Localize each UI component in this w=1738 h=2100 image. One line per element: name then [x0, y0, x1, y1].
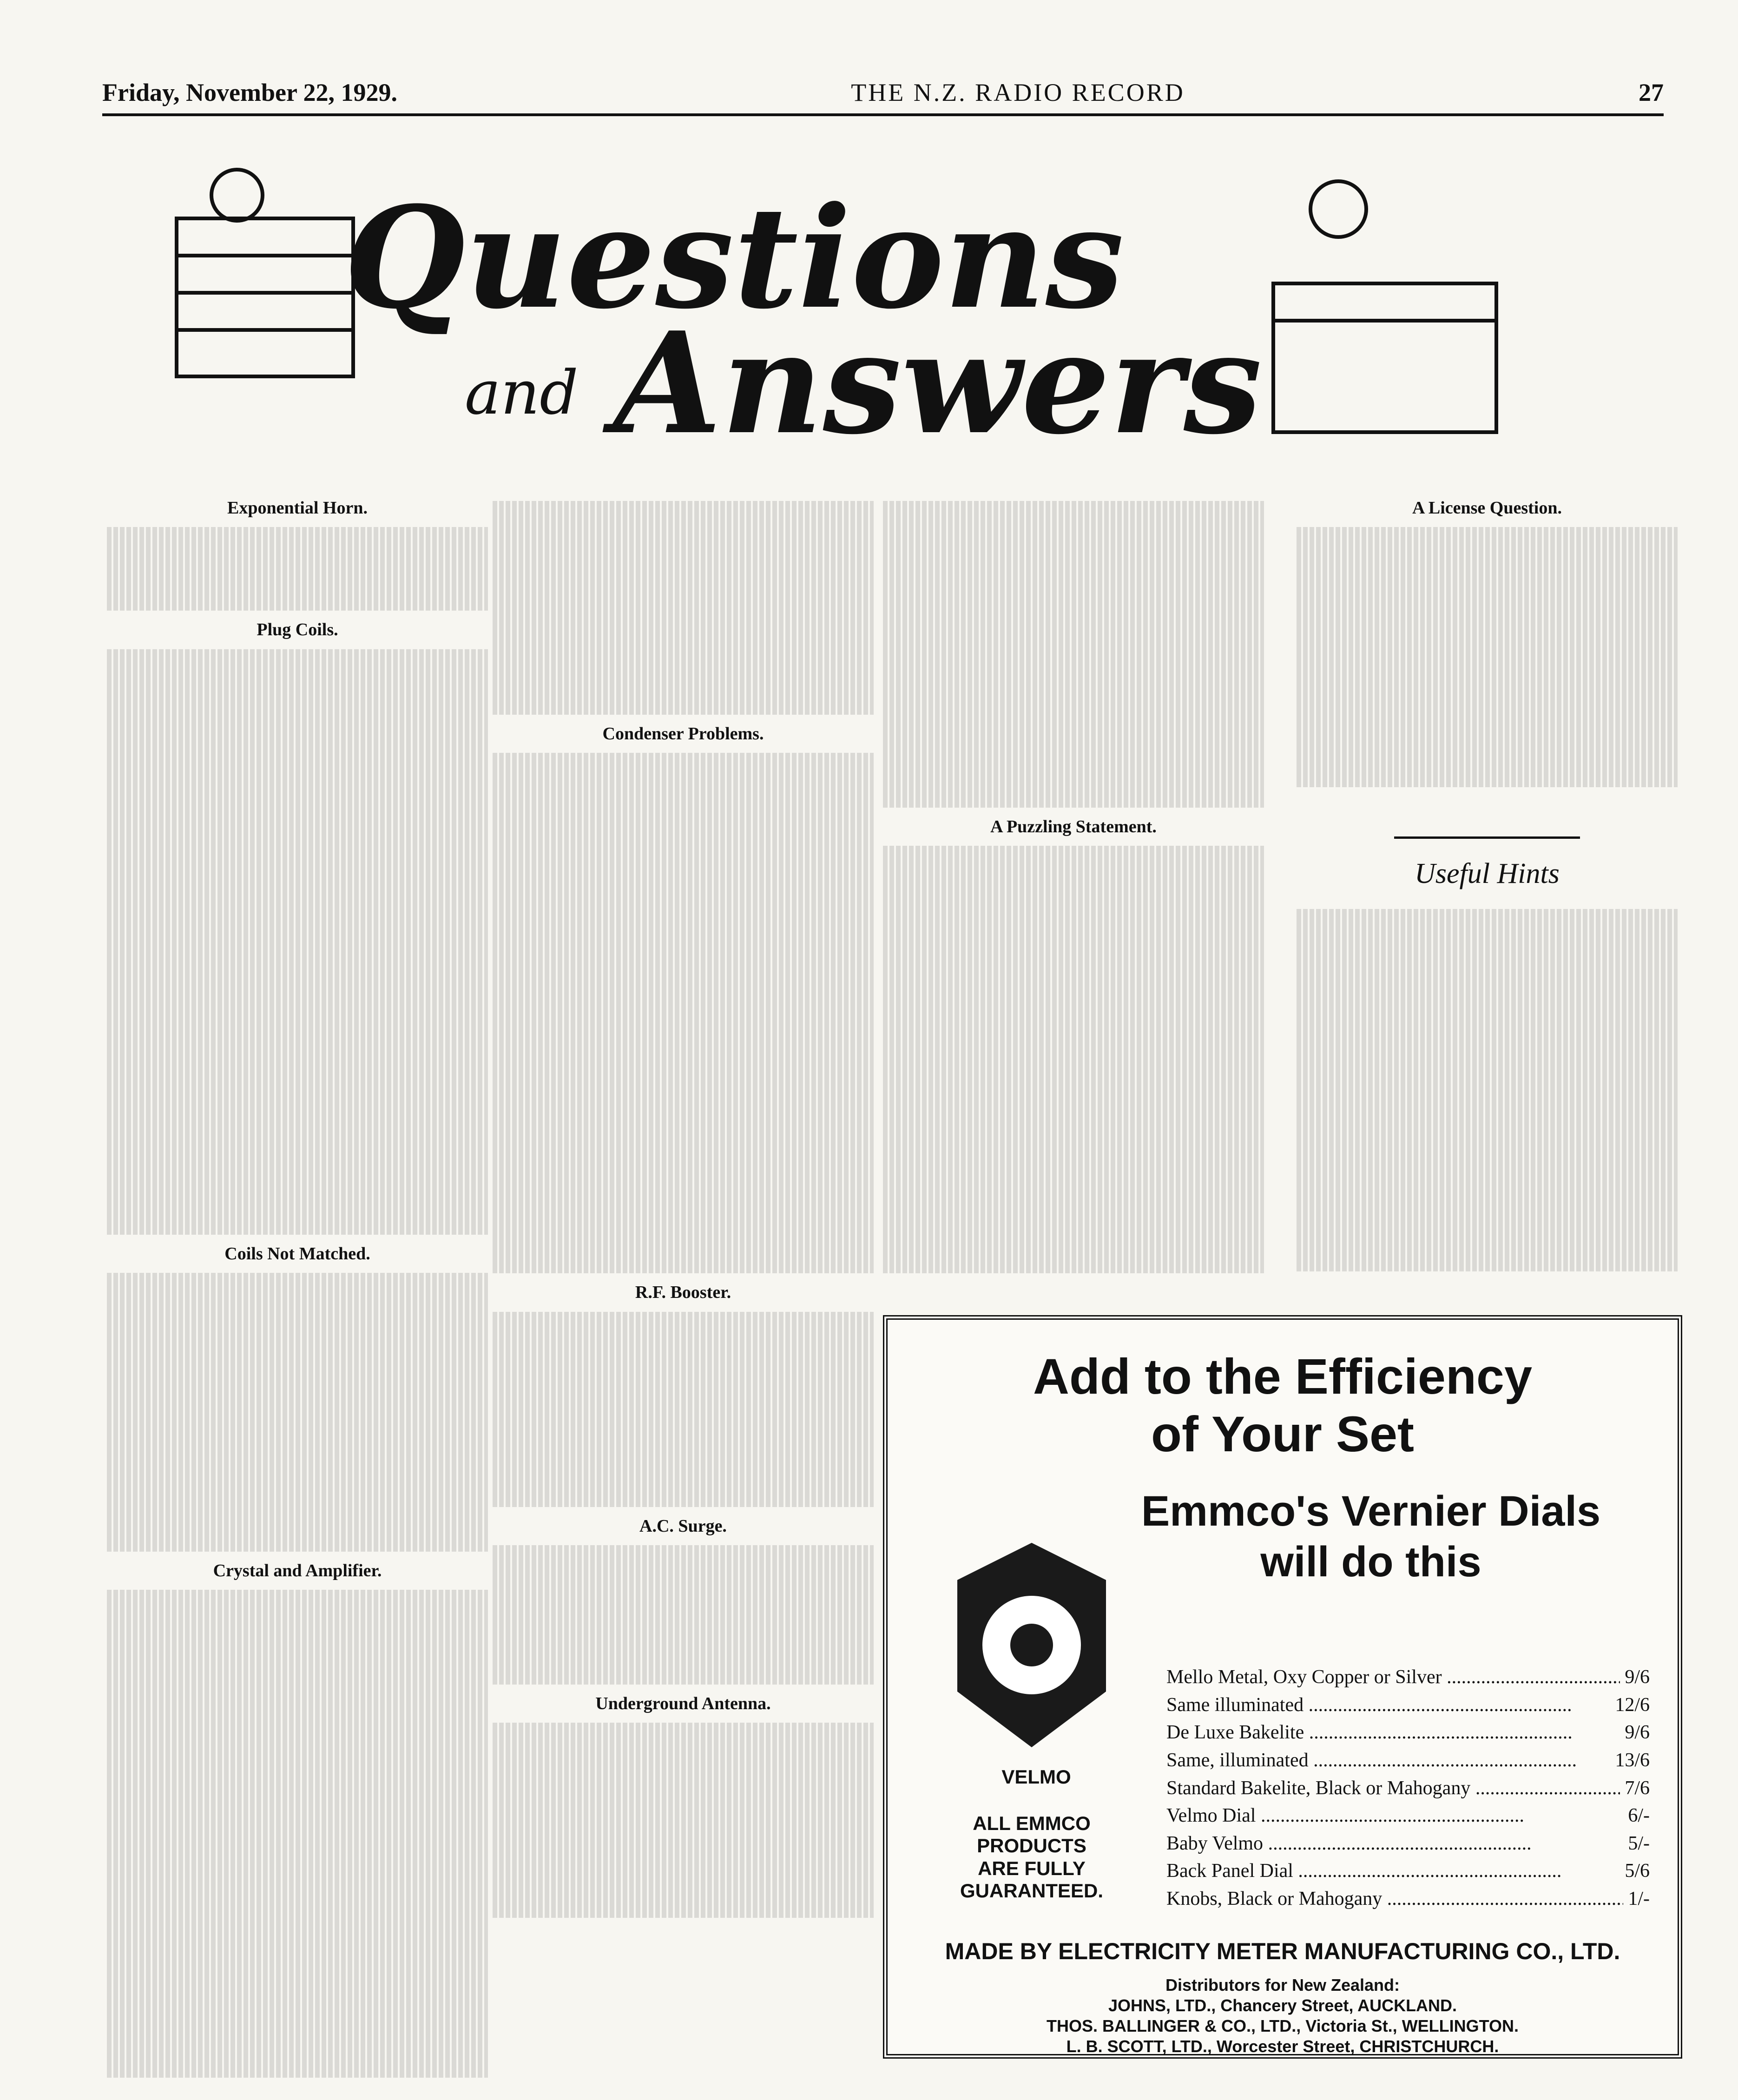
price-list — [1166, 1664, 1650, 1913]
heading-ac-surge: A.C. Surge. — [639, 1516, 727, 1536]
price-row: Mello Metal, Oxy Copper or Silver ..... 9/6 — [1166, 1664, 1650, 1692]
banner-questions-word: Questions — [344, 176, 1124, 340]
banner-answers-word: Answers — [613, 301, 1262, 455]
price-row: Baby Velmo ..... 5/- — [1166, 1830, 1650, 1858]
heading-plug-coils: Plug Coils. — [257, 620, 338, 640]
banner-and-word: and — [465, 357, 579, 428]
heading-rf-booster: R.F. Booster. — [635, 1283, 731, 1303]
price-row: Same illuminated ..... 12/6 — [1166, 1692, 1650, 1719]
price-row: Same, illuminated ..... 13/6 — [1166, 1747, 1650, 1775]
heading-puzzling-statement: A Puzzling Statement. — [990, 817, 1157, 836]
heading-condenser-problems: Condenser Problems. — [602, 724, 764, 744]
issue-date: Friday, November 22, 1929. — [102, 79, 397, 106]
heading-exponential-horn: Exponential Horn. — [227, 498, 368, 518]
column-3 — [883, 493, 1264, 1282]
radio-listener-illustration — [177, 170, 353, 376]
useful-hints-title: Useful Hints — [1394, 836, 1580, 890]
ad-headline: Add to the Efficiency of Your Set — [1033, 1348, 1533, 1462]
ad-subheadline: Emmco's Vernier Dials will do this — [1141, 1488, 1601, 1586]
column-2 — [493, 493, 874, 1926]
heading-underground-antenna: Underground Antenna. — [595, 1694, 771, 1714]
velmo-label: VELMO — [1001, 1766, 1071, 1788]
price-row: Standard Bakelite, Black or Mahogany ..... 7/6 — [1166, 1775, 1650, 1803]
emmco-advertisement — [883, 1315, 1682, 2059]
price-row: Knobs, Black or Mahogany ..... 1/- — [1166, 1885, 1650, 1913]
useful-hints-box — [1297, 836, 1678, 1280]
masthead — [102, 65, 1664, 116]
price-row: De Luxe Bakelite ..... 9/6 — [1166, 1719, 1650, 1747]
distributors: Distributors for New Zealand: JOHNS, LTD., Chancery Street, AUCKLAND. THOS. BALLINGER & CO., LTD., Victoria St., WELLINGTON. L. B. SCOTT, LTD., Worcester Street, CHRISTCHURCH. — [1046, 1975, 1519, 2056]
radio-engineer-illustration — [1273, 181, 1496, 432]
heading-crystal-amplifier: Crystal and Amplifier. — [213, 1561, 382, 1581]
banner-illustration — [167, 153, 1506, 455]
page-number: 27 — [1639, 79, 1664, 106]
column-1 — [107, 493, 488, 2086]
manufacturer-line: MADE BY ELECTRICITY METER MANUFACTURING CO., LTD. — [945, 1938, 1620, 1964]
guarantee-text: ALL EMMCO PRODUCTS ARE FULLY GUARANTEED. — [960, 1812, 1103, 1902]
questions-answers-banner — [167, 153, 1506, 455]
price-row: Velmo Dial ..... 6/- — [1166, 1802, 1650, 1830]
price-row: Back Panel Dial ..... 5/6 — [1166, 1857, 1650, 1885]
heading-coils-not-matched: Coils Not Matched. — [224, 1244, 370, 1264]
vernier-dial-icon — [948, 1538, 1115, 1752]
publication-title: THE N.Z. RADIO RECORD — [851, 79, 1185, 106]
column-4 — [1297, 493, 1678, 796]
heading-license-question: A License Question. — [1412, 498, 1562, 518]
